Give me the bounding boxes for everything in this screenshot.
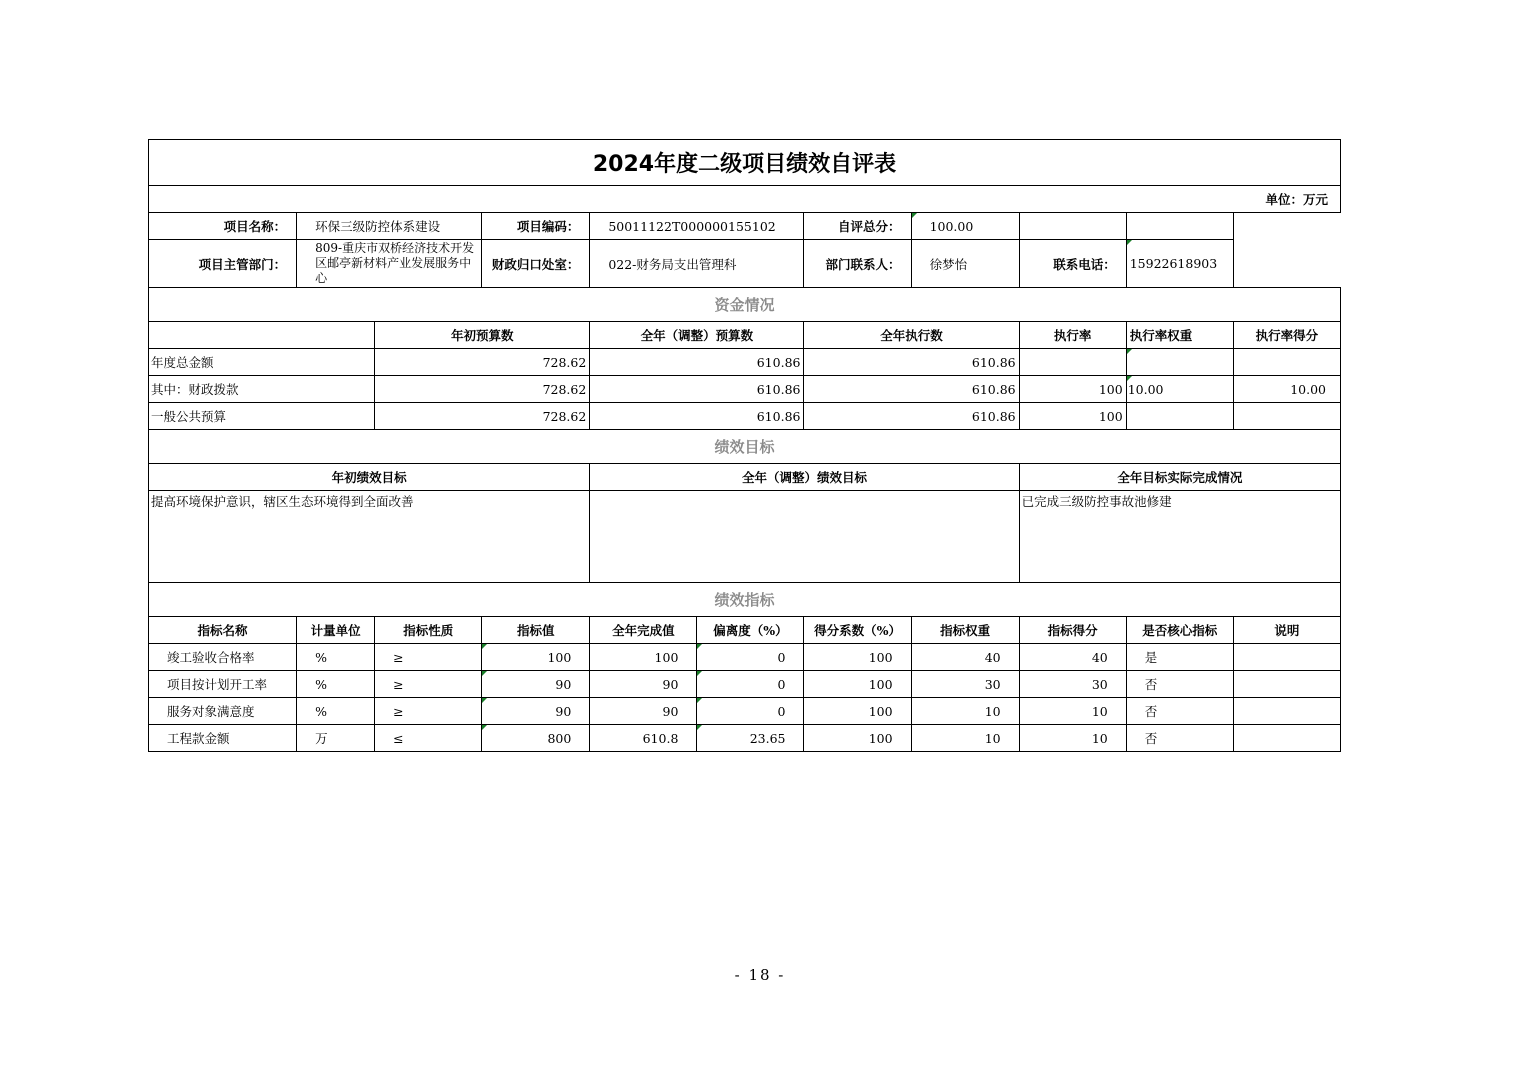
contact-value: 徐梦怡 [911,240,1019,288]
ind-coef: 100 [804,644,911,671]
goal-adjusted-text [590,491,1019,583]
goals-section-title: 绩效目标 [149,430,1341,464]
indicator-row [149,644,1341,671]
ind-weight: 10 [911,698,1019,725]
funds-row-rate: 100 [1019,376,1126,403]
funds-section-title: 资金情况 [149,288,1341,322]
funds-row-weight [1126,349,1233,376]
funds-row-initial: 728.62 [375,376,590,403]
ind-unit: % [297,698,375,725]
ind-unit: 万 [297,725,375,752]
ind-name: 服务对象满意度 [149,698,297,725]
ind-header-score: 指标得分 [1019,617,1126,644]
goals-header-row [149,464,1341,491]
empty-cell [1126,213,1233,240]
project-info-row-2 [149,240,1341,288]
funds-row-initial: 728.62 [375,403,590,430]
funds-row-name: 一般公共预算 [149,403,375,430]
funds-header-executed: 全年执行数 [804,322,1019,349]
funds-row-score [1233,349,1340,376]
ind-header-note: 说明 [1233,617,1340,644]
project-name-label: 项目名称： [149,213,297,240]
goals-header-adjusted: 全年（调整）绩效目标 [590,464,1019,491]
funds-row-weight [1126,403,1233,430]
ind-header-coef: 得分系数（%） [804,617,911,644]
ind-header-value: 指标值 [482,617,590,644]
ind-deviation: 23.65 [697,725,804,752]
ind-coef: 100 [804,725,911,752]
ind-name: 竣工验收合格率 [149,644,297,671]
funds-header-adjusted: 全年（调整）预算数 [590,322,804,349]
contact-label: 部门联系人： [804,240,911,288]
funds-header-weight: 执行率权重 [1126,322,1233,349]
ind-header-unit: 计量单位 [297,617,375,644]
ind-header-core: 是否核心指标 [1126,617,1233,644]
ind-header-weight: 指标权重 [911,617,1019,644]
ind-core: 是 [1126,644,1233,671]
funds-row-name: 其中：财政拨款 [149,376,375,403]
ind-value: 100 [482,644,590,671]
ind-note [1233,671,1340,698]
page-number: - 18 - [734,966,786,984]
funds-row-score: 10.00 [1233,376,1340,403]
indicator-row [149,671,1341,698]
goal-initial-text: 提高环境保护意识，辖区生态环境得到全面改善 [149,491,590,583]
goal-actual-text: 已完成三级防控事故池修建 [1019,491,1340,583]
ind-score: 30 [1019,671,1126,698]
finance-office-value: 022-财务局支出管理科 [590,240,804,288]
ind-value: 800 [482,725,590,752]
ind-actual: 610.8 [590,725,697,752]
ind-name: 项目按计划开工率 [149,671,297,698]
ind-header-name: 指标名称 [149,617,297,644]
funds-header-initial: 年初预算数 [375,322,590,349]
project-name-value: 环保三级防控体系建设 [297,213,482,240]
funds-header-blank [149,322,375,349]
ind-unit: % [297,671,375,698]
funds-row-adjusted: 610.86 [590,403,804,430]
ind-core: 否 [1126,725,1233,752]
dept-label: 项目主管部门： [149,240,297,288]
ind-weight: 10 [911,725,1019,752]
funds-row-executed: 610.86 [804,376,1019,403]
indicators-section-title: 绩效指标 [149,583,1341,617]
performance-evaluation-table [148,139,1341,752]
ind-header-nature: 指标性质 [375,617,482,644]
project-code-label: 项目编码： [482,213,590,240]
ind-coef: 100 [804,698,911,725]
funds-row-adjusted: 610.86 [590,349,804,376]
funds-row-adjusted: 610.86 [590,376,804,403]
ind-score: 10 [1019,725,1126,752]
phone-label: 联系电话： [1019,240,1126,288]
ind-score: 40 [1019,644,1126,671]
ind-note [1233,698,1340,725]
ind-actual: 100 [590,644,697,671]
ind-core: 否 [1126,671,1233,698]
funds-row-name: 年度总金额 [149,349,375,376]
self-score-value: 100.00 [911,213,1019,240]
ind-score: 10 [1019,698,1126,725]
finance-office-label: 财政归口处室： [482,240,590,288]
self-score-label: 自评总分： [804,213,911,240]
ind-value: 90 [482,671,590,698]
ind-note [1233,725,1340,752]
unit-label: 单位：万元 [149,186,1341,213]
ind-name: 工程款金额 [149,725,297,752]
empty-cell [1019,213,1126,240]
ind-unit: % [297,644,375,671]
funds-row-executed: 610.86 [804,349,1019,376]
ind-actual: 90 [590,671,697,698]
project-code-value: 50011122T000000155102 [590,213,804,240]
ind-nature: ≥ [375,644,482,671]
ind-nature: ≥ [375,671,482,698]
funds-row-executed: 610.86 [804,403,1019,430]
funds-header-score: 执行率得分 [1233,322,1340,349]
ind-nature: ≥ [375,698,482,725]
funds-row [149,376,1341,403]
ind-deviation: 0 [697,698,804,725]
goals-content-row [149,491,1341,583]
ind-actual: 90 [590,698,697,725]
goals-header-initial: 年初绩效目标 [149,464,590,491]
funds-header-rate: 执行率 [1019,322,1126,349]
ind-nature: ≤ [375,725,482,752]
ind-header-deviation: 偏离度（%） [697,617,804,644]
funds-row-score [1233,403,1340,430]
funds-row [149,403,1341,430]
indicator-row [149,725,1341,752]
ind-coef: 100 [804,671,911,698]
project-info-row-1 [149,213,1341,240]
phone-value: 15922618903 [1126,240,1233,288]
funds-row-initial: 728.62 [375,349,590,376]
table-title: 2024年度二级项目绩效自评表 [149,140,1341,186]
funds-row [149,349,1341,376]
funds-row-rate: 100 [1019,403,1126,430]
indicators-header-row [149,617,1341,644]
ind-header-actual: 全年完成值 [590,617,697,644]
ind-deviation: 0 [697,671,804,698]
dept-value: 809-重庆市双桥经济技术开发区邮亭新材料产业发展服务中心 [297,240,482,288]
goals-header-actual: 全年目标实际完成情况 [1019,464,1340,491]
funds-row-rate [1019,349,1126,376]
ind-weight: 40 [911,644,1019,671]
ind-note [1233,644,1340,671]
ind-core: 否 [1126,698,1233,725]
indicator-row [149,698,1341,725]
funds-header-row [149,322,1341,349]
ind-weight: 30 [911,671,1019,698]
ind-deviation: 0 [697,644,804,671]
funds-row-weight: 10.00 [1126,376,1233,403]
ind-value: 90 [482,698,590,725]
